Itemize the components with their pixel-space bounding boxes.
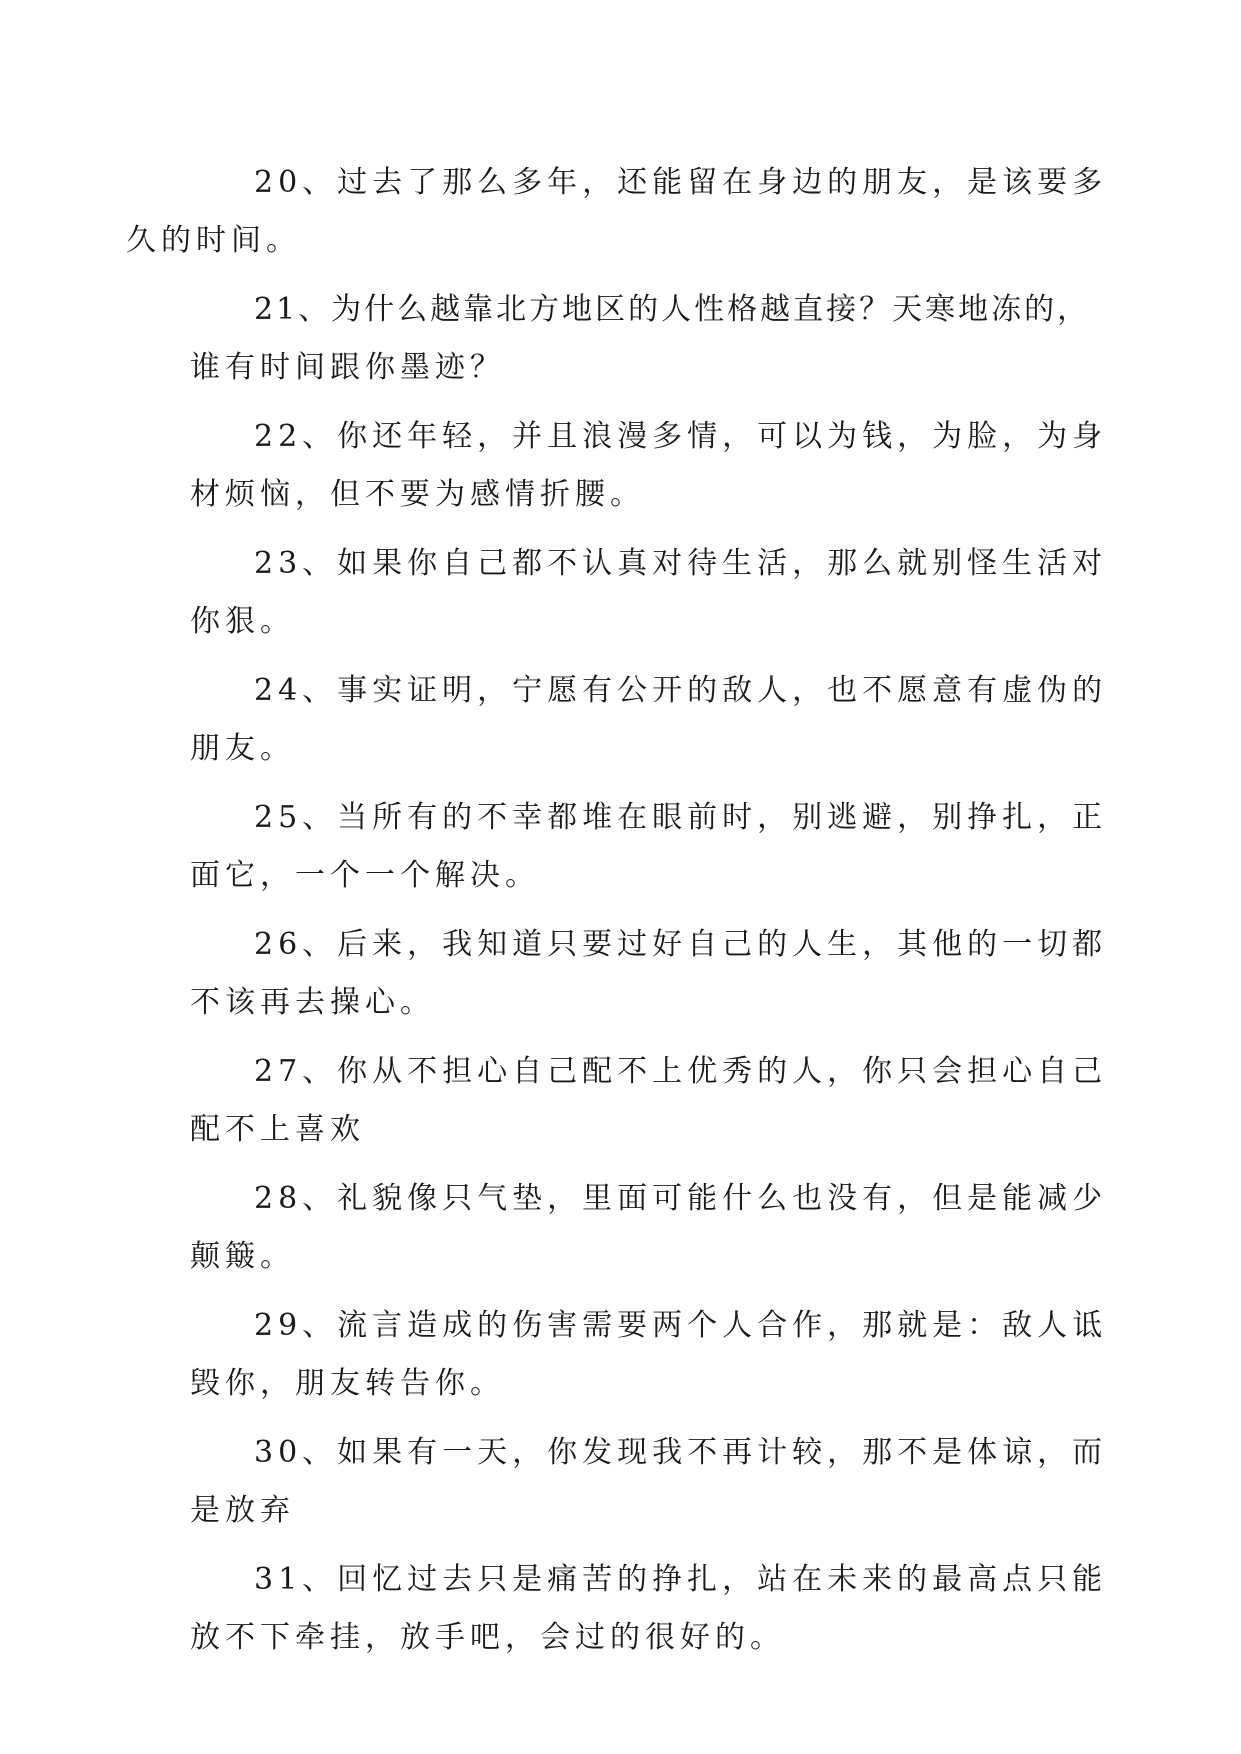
paragraph-line: 面它，一个一个解决。 bbox=[190, 858, 540, 893]
paragraph-line: 不该再去操心。 bbox=[190, 985, 435, 1020]
paragraph-line: 毁你，朋友转告你。 bbox=[190, 1366, 505, 1401]
paragraph-24 bbox=[190, 662, 1108, 778]
paragraph-21 bbox=[190, 281, 1091, 397]
paragraph-line: 30、如果有一天，你发现我不再计较，那不是体谅，而 bbox=[254, 1435, 1108, 1470]
paragraph-26 bbox=[190, 916, 1108, 1032]
paragraph-line: 27、你从不担心自己配不上优秀的人，你只会担心自己 bbox=[254, 1054, 1108, 1089]
paragraph-28 bbox=[190, 1170, 1108, 1286]
paragraph-31 bbox=[190, 1551, 1108, 1667]
paragraph-line: 配不上喜欢 bbox=[190, 1112, 365, 1147]
paragraph-line: 你狠。 bbox=[190, 604, 295, 639]
paragraph-27 bbox=[190, 1043, 1108, 1159]
paragraph-line: 朋友。 bbox=[190, 731, 295, 766]
paragraph-line: 谁有时间跟你墨迹？ bbox=[190, 350, 505, 385]
paragraph-25 bbox=[190, 789, 1108, 905]
paragraph-30 bbox=[190, 1424, 1108, 1540]
paragraph-line: 28、礼貌像只气垫，里面可能什么也没有，但是能减少 bbox=[254, 1181, 1108, 1216]
paragraph-line: 25、当所有的不幸都堆在眼前时，别逃避，别挣扎，正 bbox=[254, 800, 1108, 835]
paragraph-29 bbox=[190, 1297, 1108, 1413]
paragraph-line: 22、你还年轻，并且浪漫多情，可以为钱，为脸，为身 bbox=[254, 419, 1108, 454]
paragraph-line: 久的时间。 bbox=[126, 223, 301, 258]
paragraph-line: 24、事实证明，宁愿有公开的敌人，也不愿意有虚伪的 bbox=[254, 673, 1108, 708]
paragraph-line: 放不下牵挂，放手吧，会过的很好的。 bbox=[190, 1620, 785, 1655]
paragraph-line: 29、流言造成的伤害需要两个人合作，那就是：敌人诋 bbox=[254, 1308, 1108, 1343]
paragraph-23 bbox=[190, 535, 1108, 651]
paragraph-line: 是放弃 bbox=[190, 1493, 295, 1528]
paragraph-line: 20、过去了那么多年，还能留在身边的朋友，是该要多 bbox=[254, 165, 1108, 200]
paragraph-22 bbox=[190, 408, 1108, 524]
paragraph-line: 21、为什么越靠北方地区的人性格越直接？天寒地冻的， bbox=[254, 292, 1091, 327]
paragraph-20 bbox=[126, 154, 1108, 270]
paragraph-line: 23、如果你自己都不认真对待生活，那么就别怪生活对 bbox=[254, 546, 1108, 581]
paragraph-line: 26、后来，我知道只要过好自己的人生，其他的一切都 bbox=[254, 927, 1108, 962]
paragraph-line: 材烦恼，但不要为感情折腰。 bbox=[190, 477, 645, 512]
paragraph-line: 颠簸。 bbox=[190, 1239, 295, 1274]
paragraph-line: 31、回忆过去只是痛苦的挣扎，站在未来的最高点只能 bbox=[254, 1562, 1108, 1597]
